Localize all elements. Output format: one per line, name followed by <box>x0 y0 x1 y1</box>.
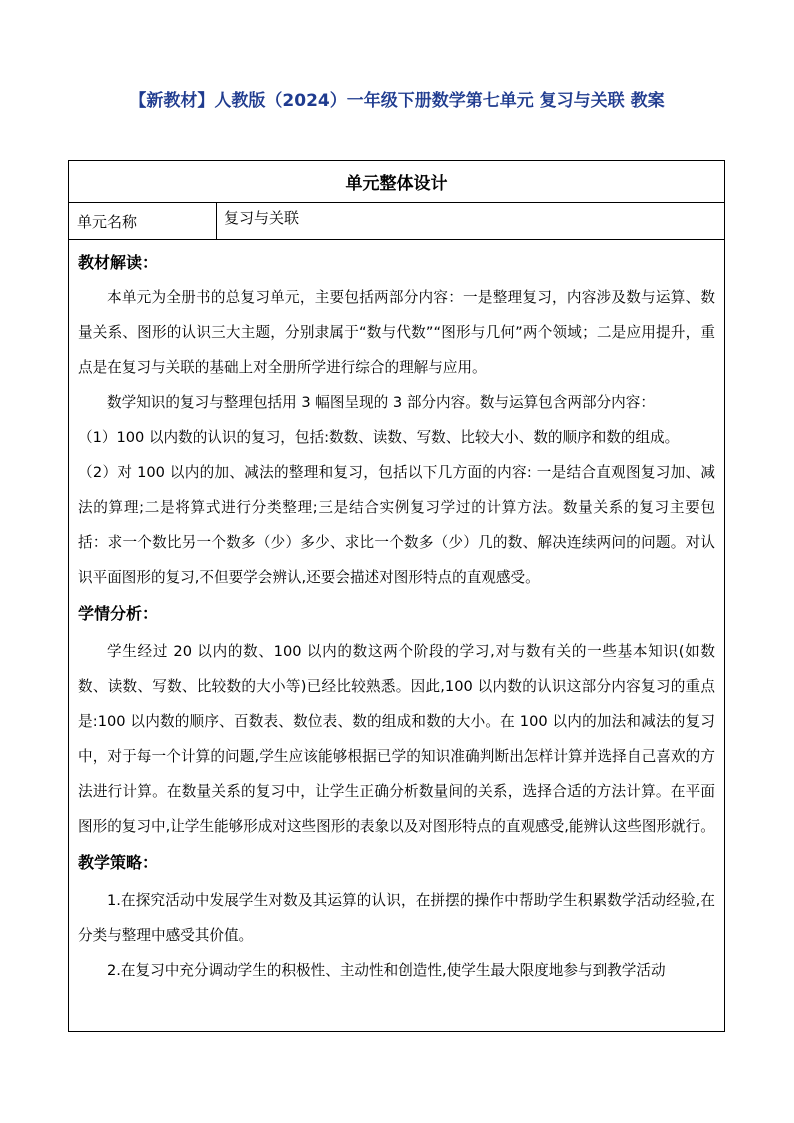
paragraph: 本单元为全册书的总复习单元，主要包括两部分内容：一是整理复习，内容涉及数与运算、数量关系、图形的认识三大主题，分别隶属于“数与代数”“图形与几何”两个领域；二是应用提升，重点是在复习与关联的基础上对全册所学进行综合的理解与应用。 <box>78 289 715 376</box>
unit-name-row <box>69 203 724 240</box>
document-title: 【新教材】人教版（2024）一年级下册数学第七单元 复习与关联 教案 <box>129 91 665 111</box>
paragraph: 1.在探究活动中发展学生对数及其运算的认识，在拼摆的操作中帮助学生积累数学活动经验,在分类与整理中感受其价值。 <box>78 892 715 944</box>
paragraph: （1）100 以内数的认识的复习，包括:数数、读数、写数、比较大小、数的顺序和数的组成。 <box>78 429 680 446</box>
section-title-student-analysis: 学情分析： <box>78 604 159 623</box>
unit-name-label: 单元名称 <box>69 203 217 239</box>
unit-design-table <box>68 160 725 1032</box>
section-title-teaching-strategy: 教学策略： <box>78 853 159 872</box>
content-cell <box>69 252 724 988</box>
paragraph: 数学知识的复习与整理包括用 3 幅图呈现的 3 部分内容。数与运算包含两部分内容： <box>107 394 655 411</box>
table-header: 单元整体设计 <box>69 161 724 203</box>
paragraph: 学生经过 20 以内的数、100 以内的数这两个阶段的学习,对与数有关的一些基本知识(如数数、读数、写数、比较数的大小等)已经比较熟悉。因此,100 以内数的认识这部分内容复习的重点是:100 以内数的顺序、百数表、数位表、数的组成和数的大小。在 100 以内的加法和减法的复习中，对于每一个计算的问题,学生应该能够根据已学的知识准确判断出怎样计算并选择自己喜欢的方法进行计算。在数量关系的复习中，让学生正确分析数量间的关系，选择合适的方法计算。在平面图形的复习中,让学生能够形成对这些图形的表象以及对图形特点的直观感受,能辨认这些图形就行。 <box>78 643 715 835</box>
unit-name-value: 复习与关联 <box>224 209 300 227</box>
paragraph: 2.在复习中充分调动学生的积极性、主动性和创造性,使学生最大限度地参与到教学活动 <box>107 962 666 979</box>
section-title-textbook: 教材解读： <box>78 253 159 272</box>
paragraph: （2）对 100 以内的加、减法的整理和复习，包括以下几方面的内容: 一是结合直观图复习加、减法的算理;二是将算式进行分类整理;三是结合实例复习学过的计算方法。数量关系的复习主要包括：求一个数比另一个数多（少）多少、求比一个数多（少）几的数、解决连续两问的问题。对认识平面图形的复习,不但要学会辨认,还要会描述对图形特点的直观感受。 <box>78 464 715 586</box>
